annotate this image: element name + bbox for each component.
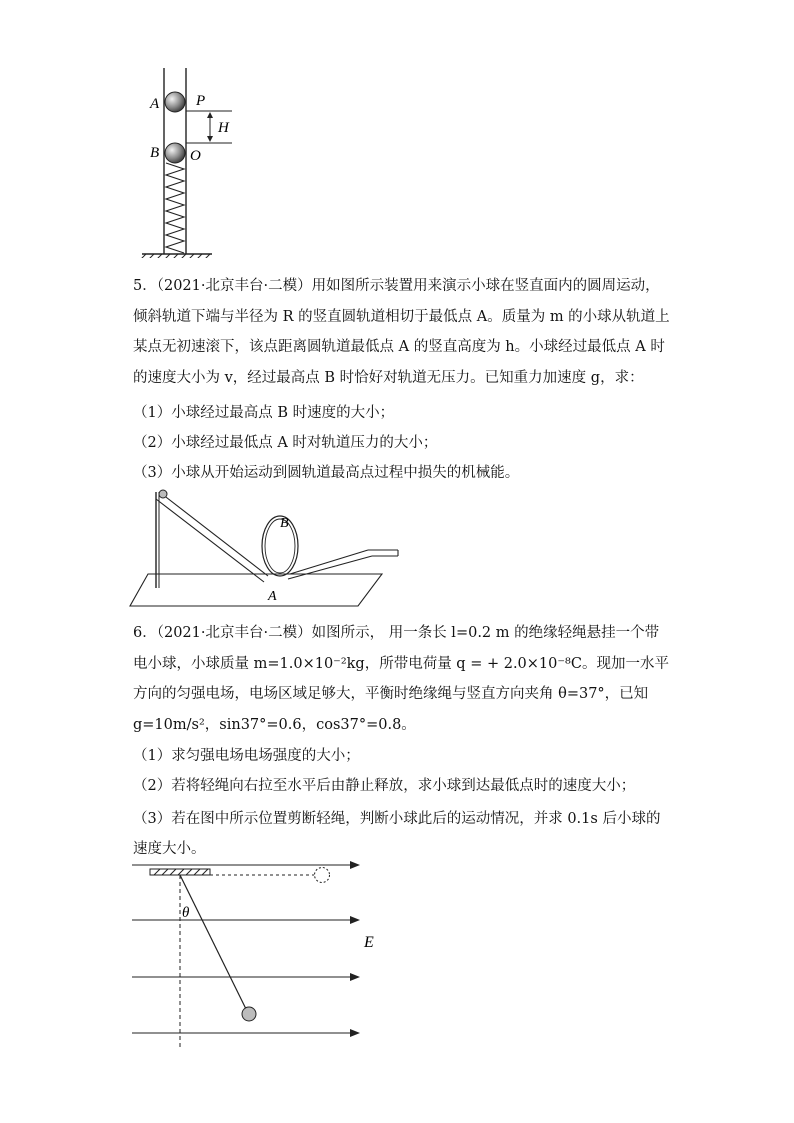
label-a: A (268, 589, 277, 604)
q6-part-3: （3）若在图中所示位置剪断轻绳，判断小球此后的运动情况，并求 0.1s 后小球的速度大小。 (133, 811, 661, 857)
exit-track-top (290, 550, 368, 574)
pendulum-field-figure (128, 855, 398, 1055)
label-b: B (150, 145, 160, 161)
q5-part-3: （3）小球从开始运动到圆轨道最高点过程中损失的机械能。 (133, 465, 520, 481)
label-h: H (218, 120, 229, 136)
loop-track-figure (128, 486, 408, 612)
q6-part-2: （2）若将轻绳向右拉至水平后由静止释放，求小球到达最低点时的速度大小； (133, 778, 636, 794)
spring (166, 163, 184, 253)
label-p: P (196, 93, 206, 109)
incline-top (162, 494, 268, 576)
q6-intro: 6．（2021·北京丰台·二模）如图所示， 用一条长 l=0.2 m 的绝缘轻绳悬挂一个带电小球，小球质量 m=1.0×10⁻²kg，所带电荷量 q = + 2.0×10⁻⁸C。现加一水平方向的匀强电场，电场区域足够大，平衡时绝缘绳与竖直方向夹角 θ=37°，已知 g=10m/s²，sin37°=0.6，cos37°=0.8。 (133, 625, 669, 733)
ball-b (165, 143, 185, 163)
charged-ball (242, 1007, 256, 1021)
label-a: A (150, 96, 160, 112)
spring-tube-figure (130, 62, 260, 258)
incline-bottom (156, 499, 264, 582)
ball-a (165, 92, 185, 112)
rope (180, 875, 246, 1009)
label-b: B (280, 516, 289, 531)
small-ball (159, 490, 167, 498)
q5-part-2: （2）小球经过最低点 A 时对轨道压力的大小； (133, 435, 438, 451)
dashed-ball (315, 868, 330, 883)
q5-intro: 5．（2021·北京丰台·二模）用如图所示装置用来演示小球在竖直面内的圆周运动，倾斜轨道下端与半径为 R 的竖直圆轨道相切于最低点 A。质量为 m 的小球从轨道上某点无初速滚下，该点距离圆轨道最低点 A 的竖直高度为 h。小球经过最低点 A 时的速度大小为 v，经过最高点 B 时恰好对轨道无压力。已知重力加速度 g，求： (133, 278, 670, 386)
field-lines (132, 865, 356, 1033)
base-board (130, 574, 382, 606)
field-arrowheads (350, 861, 360, 1037)
label-e: E (364, 934, 374, 951)
label-o: O (190, 148, 201, 164)
q6-part-1: （1）求匀强电场电场强度的大小； (133, 748, 360, 764)
label-theta: θ (182, 905, 190, 921)
q5-part-1: （1）小球经过最高点 B 时速度的大小； (133, 405, 395, 421)
